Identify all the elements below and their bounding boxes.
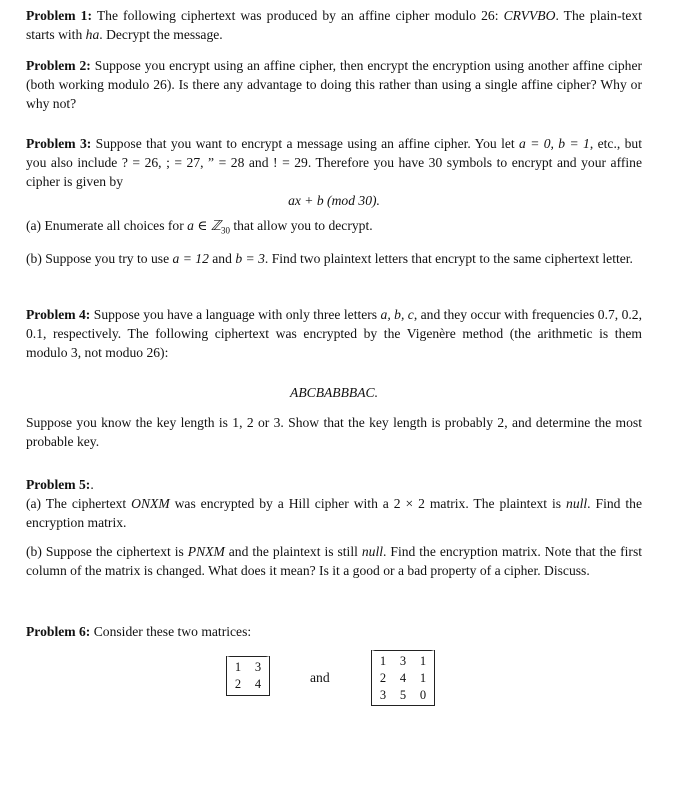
problem-1-text (26, 7, 642, 45)
problem-4-letters: a, b, c (380, 307, 414, 322)
problem-3-part-b (26, 250, 642, 269)
problem-3-label: Problem 3: (26, 136, 92, 151)
problem-1-text-c: . Decrypt the message. (99, 26, 223, 42)
problem-2-text (26, 57, 642, 113)
vigenere-ciphertext: ABCBABBBAC. (290, 385, 378, 401)
problem-5-a-plain: null (566, 495, 588, 511)
problem-5-b-post: . Find the encryption matrix. Note that the first column of the matrix is changed. What does it mean? Is it a good or a bad property of a cipher. Discuss. (26, 544, 643, 579)
matrix2-cell-r2c1: 2 (379, 670, 387, 685)
problem-4-text (26, 306, 642, 362)
matrix2-cell-r1c2: 3 (399, 653, 407, 668)
problem-1-label: Problem 1: (26, 8, 92, 23)
part-b-math-b: b = 3 (235, 250, 265, 266)
problem-6-text (26, 623, 642, 642)
affine-formula: ax + b (mod 30). (288, 193, 380, 209)
problem-5-label: Problem 5: (26, 477, 91, 492)
problem-5-a-post: . Find the encryption matrix. (26, 495, 642, 530)
matrix1-cell-r1c1: 1 (234, 660, 242, 674)
problem-3-intro-a: Suppose that you want to encrypt a message using an affine cipher. You let (91, 136, 520, 151)
problem-4-frequencies: 0.7, 0.2, 0.1 (26, 307, 643, 341)
problem-4-followup-text: Suppose you know the key length is 1, 2 or 3. Show that the key length is probably 2, and determine the most probable key. (26, 415, 642, 449)
problem-5-b-plain: null (361, 544, 384, 560)
matrix2-cell-r3c1: 3 (379, 687, 387, 702)
part-a-math: a ∈ ℤ (187, 218, 221, 234)
problem-3-intro-c: , etc., but you also include ? = 26, ; = 27, ” = 28 and ! = 29. Therefore you have 30 symbols to encrypt and your affine cipher is given by (26, 136, 642, 189)
matrix1-cell-r1c2: 3 (254, 660, 262, 674)
problem-5-a-mid: was encrypted by a Hill cipher with a 2 × 2 matrix. The plaintext is (169, 495, 567, 511)
part-a-subscript: 30 (220, 225, 230, 236)
problem-4-label: Problem 4: (26, 307, 91, 322)
problem-5-a-pre: (a) The ciphertext (26, 495, 132, 511)
and-word: and (310, 670, 330, 685)
matrix2-cell-r2c3: 1 (419, 670, 427, 685)
problem-4-text-b: , and they occur with frequencies (413, 307, 598, 322)
problem-4-ciphertext-line (26, 384, 642, 403)
problem-1-prefix: ha (85, 26, 100, 42)
problem-3 (26, 135, 642, 269)
problem-6-label: Problem 6: (26, 624, 91, 639)
matrix1-cell-r2c1: 2 (234, 677, 242, 691)
problem-3-intro (26, 135, 642, 191)
problem-4 (26, 306, 642, 452)
part-b-math-a: a = 12 (172, 250, 209, 266)
matrix1-cell-r2c2: 4 (254, 677, 262, 691)
part-b-post: . Find two plaintext letters that encrypt to the same ciphertext letter. (264, 250, 633, 266)
problem-1-text-b: . The plain-text starts with (26, 8, 642, 42)
problem-5-label-dot: . (90, 477, 94, 492)
problem-4-text-a: Suppose you have a language with only three letters (90, 307, 381, 322)
part-b-pre: (b) Suppose you try to use (26, 250, 173, 266)
problem-5-part-b (26, 543, 642, 581)
problem-2-label: Problem 2: (26, 58, 91, 73)
problem-4-text-c: , respectively. The following ciphertext was encrypted by the Vigenère method (the arithmetic is them modulo 3, not moduo 26): (26, 325, 642, 360)
problem-2-body: Suppose you encrypt using an affine cipher, then encrypt the encryption using another affine cipher (both working modulo 26). Is there any advantage to doing this rather than using a single affine cipher? Why or why not? (26, 58, 643, 111)
problem-2 (26, 57, 642, 113)
problem-5-b-pre: (b) Suppose the ciphertext is (26, 544, 188, 560)
problem-3-formula (26, 192, 642, 211)
problem-4-followup (26, 414, 642, 452)
problem-5-b-cipher: PNXM (187, 544, 225, 560)
problem-1-ciphertext: CRVVBO (503, 8, 556, 23)
matrices-row (26, 650, 642, 710)
part-a-post: that allow you to decrypt. (229, 218, 373, 234)
problem-5-a-cipher: ONXM (131, 495, 170, 511)
problem-5 (26, 476, 642, 581)
problem-5-b-mid: and the plaintext is still (224, 544, 362, 560)
matrix2-cell-r3c2: 5 (399, 687, 407, 702)
problem-5-heading (26, 476, 642, 495)
matrix2-cell-r1c3: 1 (419, 653, 427, 668)
problem-1-text-a: The following ciphertext was produced by an affine cipher modulo 26: (92, 8, 504, 23)
problem-6-body: Consider these two matrices: (90, 624, 252, 639)
part-a-pre: (a) Enumerate all choices for (26, 218, 188, 234)
matrix2-cell-r2c2: 4 (399, 670, 407, 685)
part-b-mid: and (208, 250, 236, 266)
problem-6 (26, 623, 642, 642)
problem-1 (26, 7, 642, 45)
problem-3-part-a (26, 217, 642, 241)
problem-3-intro-math: a = 0, b = 1 (519, 136, 590, 151)
matrix-2x2 (226, 656, 270, 696)
matrix2-cell-r3c3: 0 (419, 687, 427, 702)
matrix-3x3 (371, 650, 435, 706)
matrix2-cell-r1c1: 1 (379, 653, 387, 668)
problem-5-part-a (26, 495, 642, 533)
